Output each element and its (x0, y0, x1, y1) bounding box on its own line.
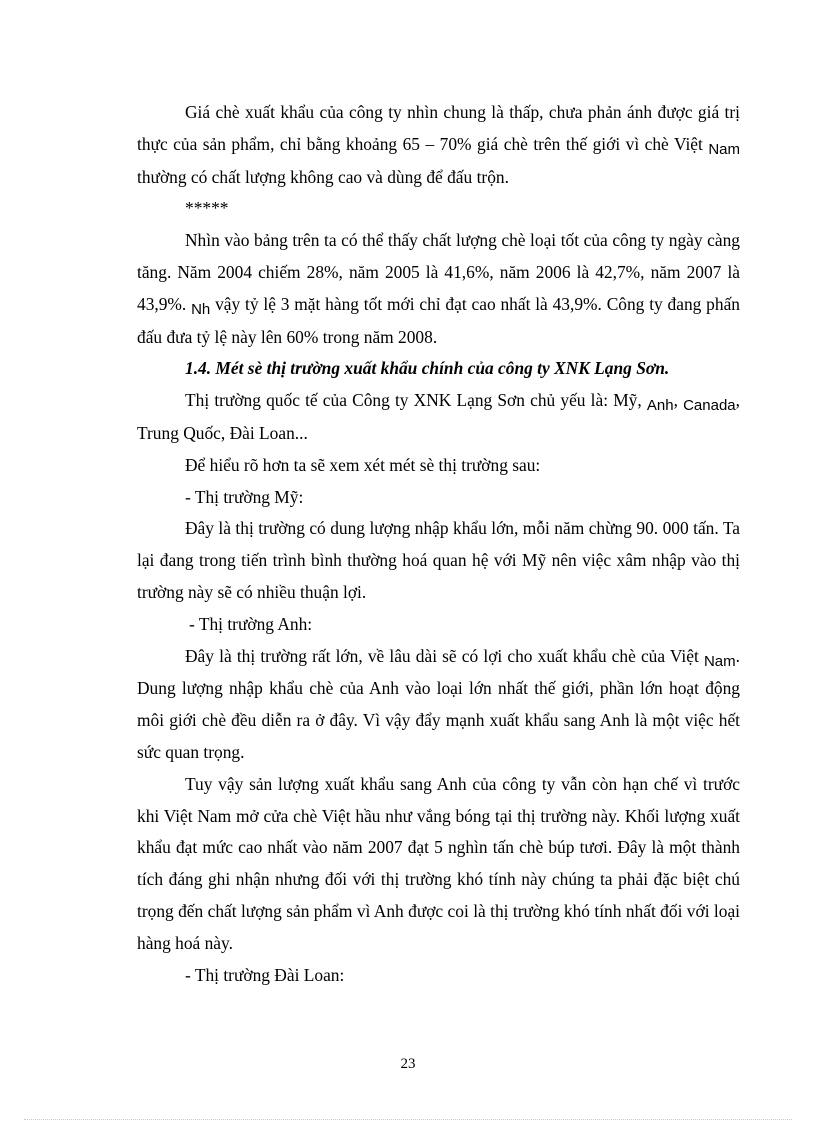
text-run: Thị trường quốc tế của Công ty XNK Lạng Sơn chủ yếu là: Mỹ, (185, 390, 647, 411)
text-run-sub: Nh (191, 300, 211, 318)
text-run-sub: Canada (683, 397, 736, 415)
text-run-sub: Anh (646, 397, 674, 415)
text-run: Đây là thị trường rất lớn, về lâu dài sẽ có lợi cho xuất khẩu chè của Việt (185, 645, 704, 666)
footer-divider (24, 1119, 792, 1120)
paragraph-uk-volume: Tuy vậy sản lượng xuất khẩu sang Anh của công ty vẫn còn hạn chế vì trước khi Việt Nam mở cửa chè Việt hầu như vắng bóng tại thị trường này. Khối lượng xuất khẩu đạt mức cao nhất vào năm 2007 đạt 5 nghìn tấn chè búp tươi. Đây là một thành tích đáng ghi nhận nhưng đối với thị trường khó tính này chúng ta phải đặc biệt chú trọng đến chất lượng sản phẩm vì Anh được coi là thị trường khó tính nhất đối với loại hàng hoá này. (137, 773, 740, 953)
paragraph-us-market: Đây là thị trường có dung lượng nhập khẩu lớn, mỗi năm chừng 90. 000 tấn. Ta lại đang trong tiến trình bình thường hoá quan hệ với Mỹ nên việc xâm nhập vào thị trường này sẽ có nhiều thuận lợi. (137, 518, 740, 602)
text-run: vậy tỷ lệ 3 mặt hàng tốt mới chỉ đạt cao nhất là 43,9%. Công ty đang phấn đấu đưa tỷ lệ này lên 60% trong năm 2008. (137, 293, 740, 347)
label-taiwan-market: - Thị trường Đài Loan: (185, 964, 345, 985)
text-run: thường có chất lượng không cao và dùng để đấu trộn. (137, 166, 509, 187)
text-run-sub: Nam (708, 140, 740, 158)
section-heading: 1.4. Mét sè thị trường xuất khẩu chính của công ty XNK Lạng Sơn. (185, 358, 670, 379)
text-run: . Dung lượng nhập khẩu chè của Anh vào loại lớn nhất thế giới, phần lớn hoạt động môi giới chè đều diễn ra ở đây. Vì vậy đẩy mạnh xuất khẩu sang Anh là một việc hết sức quan trọng. (137, 645, 740, 762)
paragraph-intro: Để hiểu rõ hơn ta sẽ xem xét mét sè thị trường sau: (185, 454, 541, 475)
text-run: Nhìn vào bảng trên ta có thể thấy chất lượng chè loại tốt của công ty ngày càng tăng. Năm 2004 chiếm 28%, năm 2005 là 41,6%, năm 2006 là 42,7%, năm 2007 là 43,9%. (137, 230, 740, 314)
page-number: 23 (400, 1056, 416, 1072)
paragraph-export-price (137, 97, 740, 193)
label-uk-market: - Thị trường Anh: (189, 613, 313, 634)
paragraph-quality (137, 225, 740, 353)
label-us-market: - Thị trường Mỹ: (185, 486, 304, 507)
body-text (137, 97, 740, 991)
paragraph-uk-market (137, 641, 740, 769)
text-run: , Trung Quốc, Đài Loan... (137, 390, 740, 443)
text-run-sub: Nam (703, 652, 736, 670)
paragraph-markets (137, 385, 740, 450)
text-run: , (673, 390, 684, 411)
stars-separator: ***** (185, 198, 229, 219)
text-run: Giá chè xuất khẩu của công ty nhìn chung là thấp, chưa phản ánh được giá trị thực của sản phẩm, chỉ bằng khoảng 65 – 70% giá chè trên thế giới vì chè Việt (137, 102, 740, 154)
